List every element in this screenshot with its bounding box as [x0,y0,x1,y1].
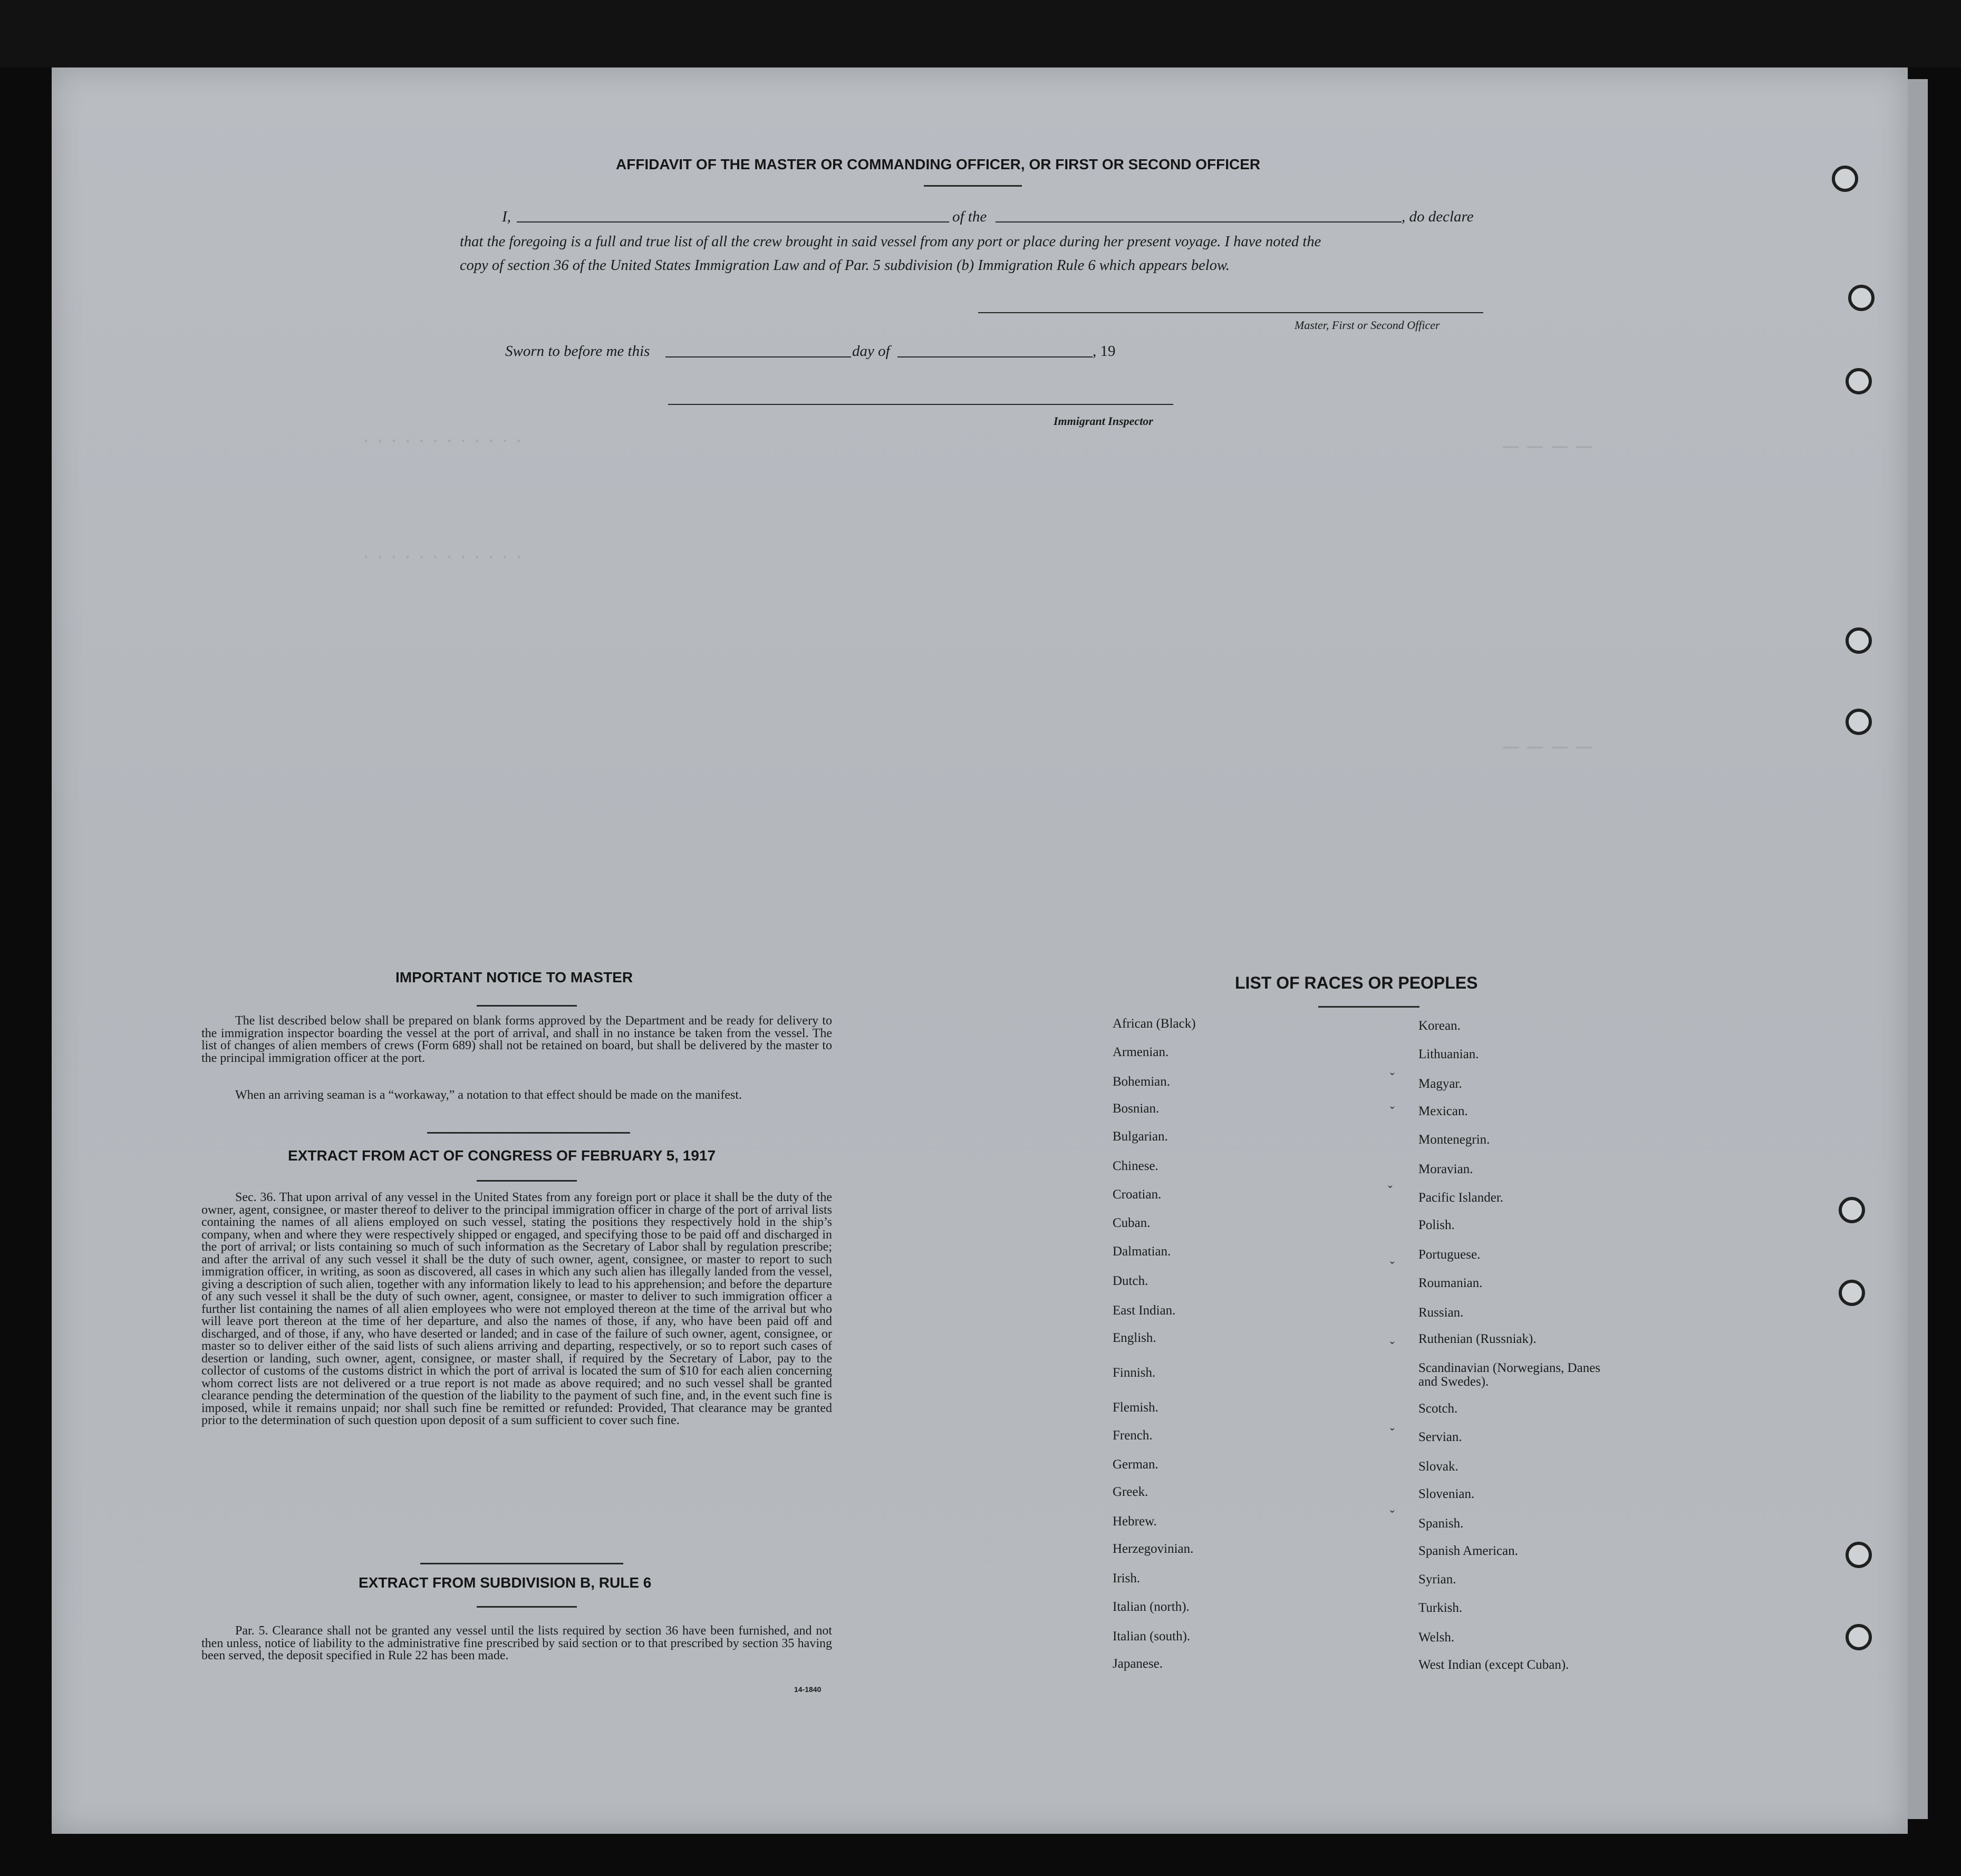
notice-text-1: The list described below shall be prepared on blank forms approved by the Department and be ready for delivery to the immigration inspector boarding the vessel at the port of arrival, and shall in no instance be taken from the vessel. The list of changes of alien members of crews (Form 689) shall not be retained on board, but shall be delivered by the master to the principal immigration officer at the port. [201,1014,832,1065]
year-text: , 19 [1093,343,1116,360]
race-item: Ruthenian (Russniak). [1418,1332,1537,1346]
race-item: Flemish. [1113,1400,1158,1415]
act-text: Sec. 36. That upon arrival of any vessel in the United States from any foreign port or place it shall be the duty of the owner, agent, consignee, or master thereof to deliver to the principal immigration officer in charge of the port of arrival lists containing the names of all aliens employed on such vessel, stating the positions they respectively hold in the ship’s company, when and where they were respectively shipped or engaged, and specifying those to be paid off and discharged in the port of arrival; or lists containing so much of such information as the Secretary of Labor shall by regulation prescribe; and after the arrival of any such vessel it shall be the duty of such owner, agent, consignee, or master to report to such immigration officer, in writing, as soon as discovered, all cases in which any such alien has illegally landed from the vessel, giving a description of such alien, together with any information likely to lead to his apprehension; and before the departure of any such vessel it shall be the duty of such owner, agent, consignee, or master to deliver to such immigration officer a further list containing the names of all alien employees who were not employed thereon at the time of the arrival but who will leave port thereon at the time of her departure, and also the names of those, if any, who have been paid off and discharged, and of those, if any, who have deserted or landed; and in case of the failure of such owner, agent, consignee, or master so to deliver either of the said lists of such aliens arriving and departing, respectively, or so to report such cases of desertion or landing, such owner, agent, consignee, or master shall, if required by the Secretary of Labor, pay to the collector of customs of the customs district in which the port of arrival is located the sum of $10 for each alien concerning whom correct lists are not delivered or a true report is not made as above required; and no such vessel shall be granted clearance pending the determination of the question of the liability to the payment of such fine, and, in the event such fine is imposed, while it remains unpaid; nor shall such fine be remitted or refunded: Provided, That clearance may be granted prior to the determination of such question upon deposit of a sum sufficient to cover such fine. [201,1191,832,1427]
affidavit-declare: , do declare [1402,208,1474,225]
act-heading: EXTRACT FROM ACT OF CONGRESS OF FEBRUARY 5, 1917 [288,1147,716,1164]
form-number: 14-1840 [794,1685,822,1694]
race-item: Spanish American. [1418,1544,1518,1558]
binder-hole [1846,709,1872,735]
rule-text: Par. 5. Clearance shall not be granted any vessel until the lists required by section 36 have been furnished, and not then unless, notice of liability to the administrative fine prescribed by said section or to that prescribed by section 35 having been served, the deposit specified in Rule 22 has been made. [201,1624,832,1663]
pencil-tick: ˇ [1390,1339,1395,1355]
rule-heading: EXTRACT FROM SUBDIVISION B, RULE 6 [359,1574,652,1591]
bleed-through-marks: · · · · · · · · · · · · [364,548,524,566]
race-item: Spanish. [1418,1516,1464,1531]
officer-signature-line [978,312,1483,313]
sworn-day-blank [665,356,851,357]
notice-text-2: When an arriving seaman is a “workaway,” a notation to that effect should be made on the manifest. [235,1088,742,1102]
race-item: Roumanian. [1418,1276,1483,1290]
notice-paragraph-2 [201,1089,832,1102]
race-item: Cuban. [1113,1216,1151,1230]
pencil-tick: ˇ [1390,1259,1395,1274]
scan-border-top [0,0,1961,67]
race-item: Portuguese. [1418,1248,1481,1262]
race-item: Turkish. [1418,1601,1463,1615]
act-paragraph [201,1192,832,1427]
race-item: Slovak. [1418,1459,1458,1474]
race-item: Bosnian. [1113,1101,1160,1116]
race-item: Irish. [1113,1571,1141,1585]
race-item: Polish. [1418,1218,1455,1232]
document-page [52,67,1908,1834]
race-item: West Indian (except Cuban). [1418,1658,1569,1672]
race-item: Armenian. [1113,1045,1169,1059]
race-item: Montenegrin. [1418,1133,1490,1147]
notice-paragraph-1 [201,1015,832,1065]
heading-rule [924,185,1022,187]
race-item: East Indian. [1113,1303,1176,1318]
race-item: Italian (south). [1113,1629,1191,1643]
pencil-tick: ˇ [1390,1508,1395,1523]
sworn-month-blank [897,356,1093,357]
section-rule [427,1132,630,1134]
affidavit-line2: that the foregoing is a full and true list of all the crew brought in said vessel from any port or place during her present voyage. I have noted the [460,234,1321,250]
race-item: African (Black) [1113,1017,1196,1031]
affidavit-heading: AFFIDAVIT OF THE MASTER OR COMMANDING OFFICER, OR FIRST OR SECOND OFFICER [616,156,1261,172]
race-item: Finnish. [1113,1366,1156,1380]
heading-rule [477,1180,577,1182]
race-item: Lithuanian. [1418,1047,1479,1061]
binder-hole [1839,1280,1865,1306]
race-item: Italian (north). [1113,1600,1190,1614]
race-item: Moravian. [1418,1162,1473,1176]
race-item: Scandinavian (Norwegians, Danes and Swedes). [1418,1361,1601,1389]
binder-hole [1846,1624,1872,1650]
race-item: Japanese. [1113,1657,1163,1671]
races-heading: LIST OF RACES OR PEOPLES [1235,973,1478,992]
race-item: Hebrew. [1113,1514,1157,1529]
race-item: Croatian. [1113,1187,1162,1202]
race-item: French. [1113,1428,1153,1443]
race-item: Syrian. [1418,1572,1456,1587]
affidavit-i: I, [502,208,511,225]
race-item: English. [1113,1331,1156,1345]
heading-rule [477,1606,577,1608]
pencil-tick: ˇ [1390,1104,1395,1119]
pencil-tick: ˇ [1390,1426,1395,1441]
heading-rule [1318,1006,1419,1008]
race-item: Servian. [1418,1430,1462,1444]
vessel-blank [996,221,1402,223]
notice-heading: IMPORTANT NOTICE TO MASTER [395,969,633,985]
race-item: Greek. [1113,1485,1148,1499]
race-item: Magyar. [1418,1077,1462,1091]
race-item: Scotch. [1418,1401,1458,1416]
race-item: Dalmatian. [1113,1244,1171,1259]
binder-hole [1846,627,1872,654]
race-item: German. [1113,1457,1158,1472]
binder-hole [1832,166,1858,192]
race-item: Chinese. [1113,1159,1158,1173]
inspector-caption: Immigrant Inspector [1054,414,1153,428]
pencil-tick: ˇ [1388,1183,1393,1198]
race-item: Pacific Islander. [1418,1191,1504,1205]
bleed-through-marks: — — — — [1503,438,1595,455]
page-edge [1908,79,1928,1819]
race-item: Slovenian. [1418,1487,1475,1501]
rule-paragraph [201,1625,832,1662]
binder-hole [1846,368,1872,394]
race-item: Welsh. [1418,1630,1455,1645]
inspector-signature-line [668,404,1173,405]
race-item: Mexican. [1418,1104,1468,1118]
race-item: Bohemian. [1113,1075,1171,1089]
day-of-text: day of [852,343,890,360]
heading-rule [477,1005,577,1007]
officer-caption: Master, First or Second Officer [1295,318,1440,332]
race-item: Russian. [1418,1306,1464,1320]
sworn-text: Sworn to before me this [505,343,650,360]
race-item: Dutch. [1113,1274,1148,1288]
race-item: Bulgarian. [1113,1129,1168,1144]
bleed-through-marks: — — — — [1503,738,1595,756]
affidavit-of-the: of the [952,208,987,225]
name-blank [517,221,949,223]
binder-hole [1848,285,1875,311]
race-item: Korean. [1418,1019,1461,1033]
binder-hole [1846,1542,1872,1568]
affidavit-line3: copy of section 36 of the United States Immigration Law and of Par. 5 subdivision (b) Immigration Rule 6 which appears below. [460,257,1230,274]
bleed-through-marks: · · · · · · · · · · · · [364,432,524,450]
pencil-tick: ˇ [1390,1070,1395,1086]
binder-hole [1839,1197,1865,1223]
section-rule [420,1563,623,1564]
race-item: Herzegovinian. [1113,1542,1194,1556]
